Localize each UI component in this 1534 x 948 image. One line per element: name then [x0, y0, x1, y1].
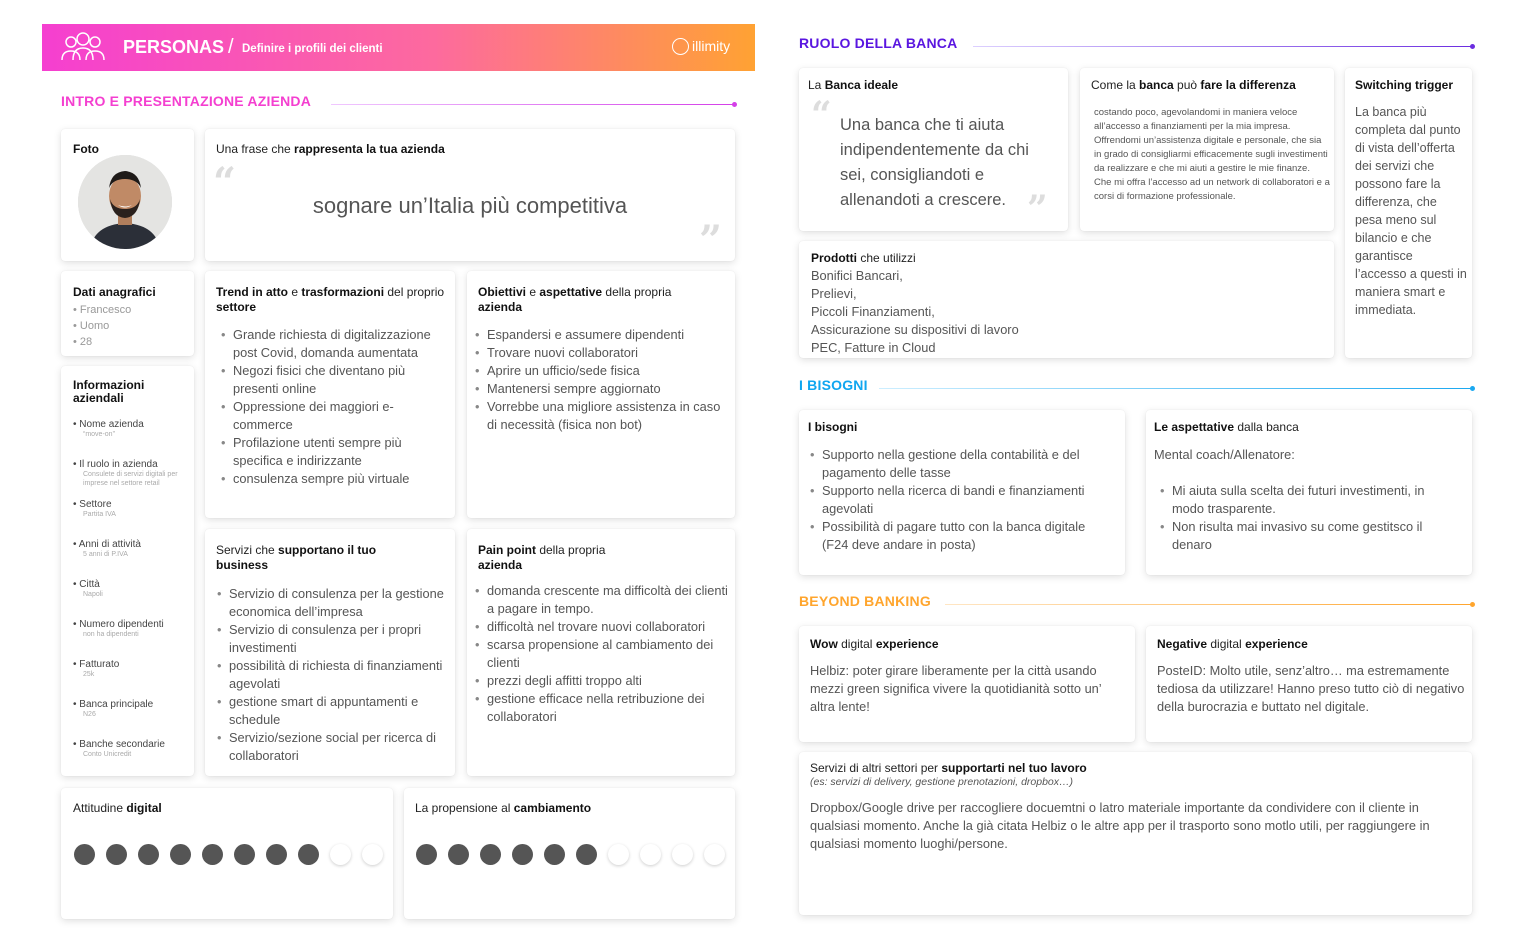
list-item: • Negozi fisici che diventano più presenti online	[219, 362, 447, 398]
list-item: • scarsa propensione al cambiamento dei clienti	[473, 636, 729, 672]
aspettative-card	[1146, 410, 1472, 575]
list-item: • Supporto nella ricerca di bandi e finanziamenti agevolati	[808, 482, 1114, 518]
foto-title: Foto	[73, 142, 99, 156]
rating-dot-filled	[298, 844, 319, 865]
rating-dot-empty	[362, 844, 383, 865]
section-dot-intro	[732, 102, 737, 107]
differenza-card	[1080, 68, 1334, 231]
banca-ideale-title: La Banca ideale	[808, 78, 899, 92]
anagrafici-card	[61, 271, 194, 356]
info-item: • Banca principale N26	[73, 699, 154, 718]
rating-dot-filled	[512, 844, 533, 865]
list-item: • gestione efficace nella retribuzione dei collaboratori	[473, 690, 729, 726]
info-item: • Nome azienda “move-on”	[73, 419, 144, 438]
rating-dot-filled	[416, 844, 437, 865]
header-banner	[42, 24, 755, 71]
rating-dot-empty	[672, 844, 693, 865]
pain-card	[467, 529, 735, 776]
bisogni-card	[799, 410, 1125, 575]
list-item: • prezzi degli affitti troppo alti	[473, 672, 729, 690]
aspettative-title: Le aspettative dalla banca	[1154, 420, 1299, 434]
differenza-body: costando poco, agevolandomi in maniera veloce all’accesso a finanziamenti per la mia impresa. Offrendomi un’assistenza digitale e personale, che sia in grado di consigliarmi efficacemente sugli investimenti da realizzare e che mi aiuti a gestire le mie finanze. Che mi offra l’accesso ad un network di collaboratori e a corsi di formazione professionale.	[1094, 107, 1330, 202]
attitudine-title: Attitudine digital	[73, 801, 162, 815]
frase-card	[205, 129, 735, 264]
rating-dot-filled	[138, 844, 159, 865]
list-item: • consulenza sempre più virtuale	[219, 470, 447, 488]
avatar	[78, 155, 172, 249]
prodotto-item: Piccoli Finanziamenti,	[811, 304, 935, 319]
wow-card	[799, 626, 1135, 742]
list-item: • Profilazione utenti sempre più specifica e indirizzante	[219, 434, 447, 470]
bisogni-title: I bisogni	[808, 420, 858, 434]
banca-ideale-quote: Una banca che ti aiuta indipendentemente da chi sei, consigliandoti e allenandoti a crescere.	[840, 116, 1029, 209]
rating-dot-empty	[608, 844, 629, 865]
propensione-scale	[416, 844, 736, 870]
list-item: • Servizio/sezione social per ricerca di collaboratori	[215, 729, 445, 765]
prodotto-item: PEC, Fatture in Cloud	[811, 340, 936, 355]
people-icon	[58, 30, 108, 66]
servizi-card	[205, 529, 455, 776]
close-quote-icon: ”	[1027, 188, 1048, 230]
info-item: • Anni di attività 5 anni di P.IVA	[73, 539, 141, 558]
switching-card	[1345, 68, 1472, 358]
attitudine-card	[61, 788, 393, 919]
rating-dot-filled	[74, 844, 95, 865]
section-line-beyond	[945, 604, 1473, 605]
info-item: • Settore Partita IVA	[73, 499, 116, 518]
list-item: • Espandersi e assumere dipendenti	[473, 326, 723, 344]
rating-dot-filled	[106, 844, 127, 865]
header-title: PERSONAS	[123, 37, 225, 57]
list-item: • Mantenersi sempre aggiornato	[473, 380, 723, 398]
rating-dot-empty	[640, 844, 661, 865]
list-item: • gestione smart di appuntamenti e schedule	[215, 693, 445, 729]
section-line-bisogni	[879, 388, 1473, 389]
anagrafici-title: Dati anagrafici	[73, 285, 156, 299]
trend-card	[205, 271, 455, 518]
list-item: • Non risulta mai invasivo su come gestitsco il denaro	[1158, 518, 1458, 554]
rating-dot-filled	[576, 844, 597, 865]
switching-body: La banca più completa dal punto di vista dell’offerta dei servizi che possono fare la differenza, che pesa meno sul bilancio e che garantisce l’accesso a questi in maniera smart e immediata.	[1355, 105, 1467, 317]
switching-title: Switching trigger	[1355, 78, 1454, 92]
header-subtitle: Definire i profili dei clienti	[242, 43, 383, 55]
section-title-intro: INTRO E PRESENTAZIONE AZIENDA	[61, 93, 312, 109]
section-dot-beyond	[1470, 602, 1475, 607]
wow-body: Helbiz: poter girare liberamente per la città usando mezzi green significa vivere la quotidianità sotto un’ altra lente!	[810, 663, 1102, 714]
servizi-title: Servizi che supportano il tuo business	[216, 543, 377, 572]
info-item: • Banche secondarie Conto Unicredit	[73, 739, 165, 758]
section-line-intro	[331, 104, 734, 105]
rating-dot-empty	[330, 844, 351, 865]
list-item: • Aprire un ufficio/sede fisica	[473, 362, 723, 380]
altri-servizi-body: Dropbox/Google drive per raccogliere docuemtni o latro materiale importante da condividere con il cliente in qualsiasi momento. Anche la già citata Helbiz o le altre app per il trasporto sono motlo utili, per raggiungere in qualsiasi momento luoghi/persone.	[810, 800, 1430, 851]
open-quote-icon: “	[811, 94, 832, 136]
prodotto-item: Prelievi,	[811, 286, 857, 301]
open-quote-icon: “	[213, 159, 237, 206]
frase-quote: sognare un’Italia più competitiva	[312, 193, 628, 218]
info-item: • Città Napoli	[73, 579, 103, 598]
wow-title: Wow digital experience	[810, 637, 939, 651]
list-item: • possibilità di richiesta di finanziamenti agevolati	[215, 657, 445, 693]
list-item: • difficoltà nel trovare nuovi collaboratori	[473, 618, 729, 636]
rating-dot-filled	[480, 844, 501, 865]
frase-title: Una frase che rappresenta la tua azienda	[216, 142, 445, 156]
list-item: • domanda crescente ma difficoltà dei clienti a pagare in tempo.	[473, 582, 729, 618]
rating-dot-filled	[266, 844, 287, 865]
section-title-ruolo: RUOLO DELLA BANCA	[799, 35, 958, 51]
anagrafici-item: • Uomo	[73, 320, 110, 332]
obiettivi-title: Obiettivi e aspettative della propria azienda	[478, 285, 672, 314]
list-item: • Oppressione dei maggiori e-commerce	[219, 398, 447, 434]
section-line-ruolo	[973, 46, 1473, 47]
rating-dot-filled	[170, 844, 191, 865]
prodotto-item: Assicurazione su dispositivi di lavoro	[811, 322, 1019, 337]
differenza-title: Come la banca può fare la differenza	[1091, 78, 1296, 92]
prodotto-item: Bonifici Bancari,	[811, 268, 903, 283]
list-item: • Mi aiuta sulla scelta dei futuri investimenti, in modo trasparente.	[1158, 482, 1458, 518]
attitudine-scale	[74, 844, 394, 870]
section-title-beyond: BEYOND BANKING	[799, 593, 931, 609]
list-item: • Grande richiesta di digitalizzazione post Covid, domanda aumentata	[219, 326, 447, 362]
rating-dot-filled	[234, 844, 255, 865]
pain-title: Pain point della propria azienda	[478, 543, 606, 572]
altri-servizi-card	[799, 752, 1472, 915]
propensione-title: La propensione al cambiamento	[415, 801, 592, 815]
info-item: • Fatturato 25k	[73, 659, 120, 678]
altri-servizi-subtitle: (es: servizi di delivery, gestione prenotazioni, dropbox…)	[810, 776, 1074, 788]
anagrafici-item: • 28	[73, 336, 93, 348]
section-dot-ruolo	[1470, 44, 1475, 49]
propensione-card	[404, 788, 735, 919]
rating-dot-empty	[704, 844, 725, 865]
prodotti-title: Prodotti che utilizzi	[811, 251, 916, 265]
list-item: • Servizio di consulenza per i propri investimenti	[215, 621, 445, 657]
info-item: • Numero dipendenti non ha dipendenti	[73, 619, 164, 638]
anagrafici-item: • Francesco	[73, 304, 132, 316]
rating-dot-filled	[448, 844, 469, 865]
list-item: • Vorrebbe una migliore assistenza in caso di necessità (fisica non bot)	[473, 398, 723, 434]
info-card	[61, 366, 194, 776]
prodotti-card	[799, 241, 1334, 358]
list-item: • Possibilità di pagare tutto con la banca digitale (F24 deve andare in posta)	[808, 518, 1114, 554]
section-dot-bisogni	[1470, 386, 1475, 391]
list-item: • Supporto nella gestione della contabilità e del pagamento delle tasse	[808, 446, 1114, 482]
info-item: • Il ruolo in azienda Consulete di servizi digitali per imprese nel settore retail	[73, 459, 178, 487]
list-item: • Trovare nuovi collaboratori	[473, 344, 723, 362]
obiettivi-card	[467, 271, 735, 518]
info-title: Informazioni aziendali	[73, 378, 145, 405]
rating-dot-filled	[202, 844, 223, 865]
brand-name: illimity	[692, 38, 731, 54]
altri-servizi-title: Servizi di altri settori per supportarti nel tuo lavoro	[810, 761, 1087, 775]
foto-card	[61, 129, 194, 261]
brand-logo-icon	[672, 38, 689, 55]
section-title-bisogni: I BISOGNI	[799, 377, 868, 393]
negative-title: Negative digital experience	[1157, 637, 1308, 651]
banca-ideale-card	[799, 68, 1068, 231]
list-item: • Servizio di consulenza per la gestione economica dell’impresa	[215, 585, 445, 621]
header-slash: /	[228, 36, 234, 58]
trend-title: Trend in atto e trasformazioni del proprio settore	[216, 285, 445, 314]
close-quote-icon: ”	[699, 217, 723, 264]
negative-body: PosteID: Molto utile, senz’altro… ma estremamente tediosa da utilizzare! Hanno preso tutto ciò di negativo della burocrazia e buttato nel digitale.	[1157, 663, 1465, 714]
aspettative-intro: Mental coach/Allenatore:	[1154, 447, 1295, 462]
negative-card	[1146, 626, 1472, 742]
rating-dot-filled	[544, 844, 565, 865]
